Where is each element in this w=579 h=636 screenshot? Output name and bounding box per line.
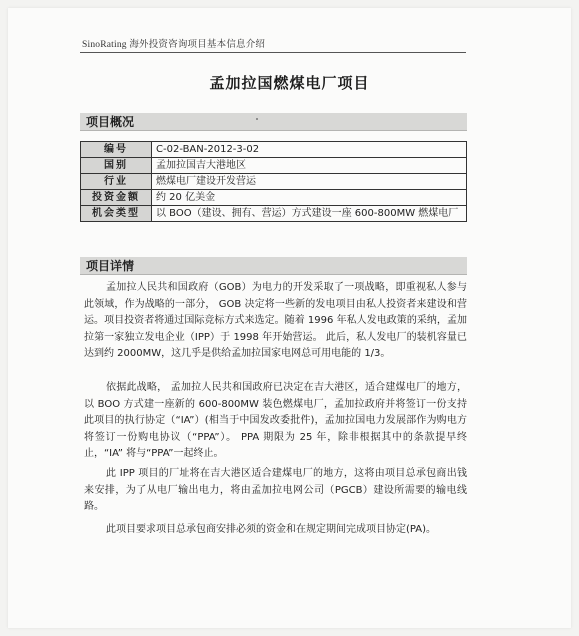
value-cell: 以 BOO（建设、拥有、营运）方式建设一座 600-800MW 燃煤电厂 (152, 206, 467, 222)
section-header-overview: 项目概况 (80, 113, 467, 131)
paragraph-requirements: 此项目要求项目总承包商安排必须的资金和在规定期间完成项目协定(PA)。 (106, 524, 437, 535)
table-row (81, 158, 467, 174)
scan-speck (256, 118, 258, 120)
value-cell: 约 20 亿美金 (152, 190, 467, 206)
paragraph-site: 此 IPP 项目的厂址将在吉大港区适合建煤电厂的地方，这将由项目总承包商出钱来安排，为了从电厂输出电力，将由孟加拉电网公司（PGCB）建设所需要的输电线路。 (84, 468, 467, 512)
table-row (81, 190, 467, 206)
page-title: 孟加拉国燃煤电厂项目 (209, 74, 370, 92)
value-cell: 燃煤电厂建设开发营运 (152, 174, 467, 190)
label-cell: 国别 (81, 158, 152, 174)
table-row (81, 174, 467, 190)
paragraph-strategy: 孟加拉人民共和国政府（GOB）为电力的开发采取了一项战略，即重视私人参与此领域，作为战略的一部分， GOB 决定将一些新的发电项目由私人投资者来建设和营运。项目投资者将通过国际竞标方式来选定。随着 1996 年私人发电政策的采纳，孟加拉第一家独立发电企业（IPP）于 1998 年开始营运。 此后，私人发电厂的装机容量已达到约 2000MW，这几乎是供给孟加拉国家电网总可用电能的 1/3。 (84, 282, 467, 359)
table-row (81, 142, 467, 158)
running-header: SinoRating 海外投资咨询项目基本信息介绍 (82, 40, 266, 50)
table-row (81, 206, 467, 222)
label-cell: 编号 (81, 142, 152, 158)
label-cell: 投资金额 (81, 190, 152, 206)
label-cell: 行业 (81, 174, 152, 190)
header-divider (80, 52, 466, 53)
section-header-details: 项目详情 (80, 257, 467, 275)
label-cell: 机会类型 (81, 206, 152, 222)
value-cell: 孟加拉国吉大港地区 (152, 158, 467, 174)
paragraph-boo-plan: 依据此战略， 孟加拉人民共和国政府已决定在吉大港区，适合建煤电厂的地方，以 BOO 方式建一座新的 600-800MW 装色燃煤电厂，孟加拉政府并将签订一份支持此项目的执行协定（“IA”）(相当于中国发改委批件)，孟加拉国电力发展部作为购电方将签订一份购电协议（“PPA”）。 PPA 期限为 25 年，除非根据其中的条款提早终止，“IA” 将与“PPA”一起终止。 (84, 382, 467, 459)
value-cell: C-02-BAN-2012-3-02 (152, 142, 467, 158)
project-info-table (80, 141, 467, 222)
